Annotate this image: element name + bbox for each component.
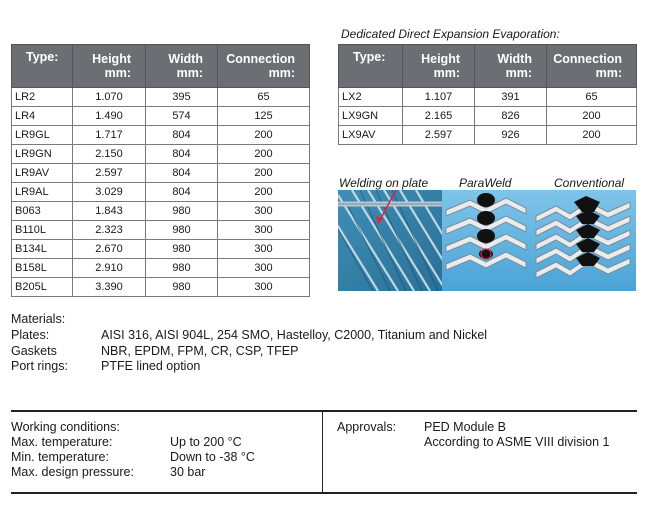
table-row xyxy=(12,183,310,202)
cell-type: B158L xyxy=(12,259,73,278)
cell-width: 980 xyxy=(146,240,218,259)
materials-label-port-rings: Port rings: xyxy=(11,359,68,373)
cell-width: 804 xyxy=(146,145,218,164)
header-width: Width mm: xyxy=(475,45,547,88)
cell-connection: 200 xyxy=(547,107,637,126)
cell-width: 804 xyxy=(146,164,218,183)
min-temp-value: Down to -38 °C xyxy=(170,450,255,464)
table-row xyxy=(12,145,310,164)
cell-height: 1.843 xyxy=(73,202,146,221)
table-row xyxy=(12,278,310,297)
cell-width: 980 xyxy=(146,202,218,221)
cell-connection: 200 xyxy=(547,126,637,145)
materials-value-gaskets: NBR, EPDM, FPM, CR, CSP, TFEP xyxy=(101,344,299,358)
right-spec-table xyxy=(338,44,637,145)
left-table-header-row xyxy=(12,45,310,88)
header-connection: Connection mm: xyxy=(218,45,310,88)
cell-type: LR9AL xyxy=(12,183,73,202)
cell-connection: 200 xyxy=(218,183,310,202)
cell-type: LR2 xyxy=(12,88,73,107)
cell-connection: 300 xyxy=(218,240,310,259)
cell-type: LX9GN xyxy=(339,107,403,126)
cell-height: 2.323 xyxy=(73,221,146,240)
cell-connection: 65 xyxy=(218,88,310,107)
cell-height: 2.910 xyxy=(73,259,146,278)
cell-width: 980 xyxy=(146,259,218,278)
min-temp-label: Min. temperature: xyxy=(11,450,109,464)
table-row xyxy=(12,126,310,145)
header-height: Height mm: xyxy=(73,45,146,88)
cell-height: 2.670 xyxy=(73,240,146,259)
table-row xyxy=(339,126,637,145)
cell-connection: 200 xyxy=(218,126,310,145)
cell-width: 804 xyxy=(146,126,218,145)
caption-conventional: Conventional xyxy=(554,176,625,190)
conditions-bottom-rule xyxy=(11,492,637,494)
cell-width: 826 xyxy=(475,107,547,126)
table-row xyxy=(12,164,310,183)
cell-height: 2.597 xyxy=(403,126,475,145)
header-width: Width mm: xyxy=(146,45,218,88)
left-spec-table xyxy=(11,44,310,297)
cell-width: 574 xyxy=(146,107,218,126)
max-pressure-value: 30 bar xyxy=(170,465,206,479)
max-temp-label: Max. temperature: xyxy=(11,435,113,449)
cell-height: 3.029 xyxy=(73,183,146,202)
cell-connection: 300 xyxy=(218,221,310,240)
cell-type: B134L xyxy=(12,240,73,259)
header-height: Height mm: xyxy=(403,45,475,88)
cell-height: 3.390 xyxy=(73,278,146,297)
header-connection: Connection mm: xyxy=(547,45,637,88)
cell-type: LR9AV xyxy=(12,164,73,183)
conventional-diagram xyxy=(532,190,636,291)
table-row xyxy=(12,259,310,278)
caption-paraweld: ParaWeld xyxy=(459,176,512,190)
cell-width: 395 xyxy=(146,88,218,107)
cell-type: B110L xyxy=(12,221,73,240)
table-row xyxy=(12,88,310,107)
header-type: Type: xyxy=(339,45,403,88)
cell-connection: 65 xyxy=(547,88,637,107)
conditions-top-rule xyxy=(11,410,637,412)
cell-height: 2.165 xyxy=(403,107,475,126)
cell-type: LR9GN xyxy=(12,145,73,164)
max-temp-value: Up to 200 °C xyxy=(170,435,242,449)
plate-weld-illustration xyxy=(338,190,636,291)
right-table-header-row xyxy=(339,45,637,88)
materials-heading: Materials: xyxy=(11,312,66,326)
table-row xyxy=(12,221,310,240)
cell-height: 2.597 xyxy=(73,164,146,183)
working-conditions-heading: Working conditions: xyxy=(11,420,120,434)
materials-value-plates: AISI 316, AISI 904L, 254 SMO, Hastelloy, C2000, Titanium and Nickel xyxy=(101,328,488,342)
cell-type: B063 xyxy=(12,202,73,221)
header-type: Type: xyxy=(12,45,73,88)
cell-width: 391 xyxy=(475,88,547,107)
cell-height: 1.717 xyxy=(73,126,146,145)
cell-height: 1.490 xyxy=(73,107,146,126)
table-row xyxy=(12,202,310,221)
materials-value-port-rings: PTFE lined option xyxy=(101,359,201,373)
cell-width: 926 xyxy=(475,126,547,145)
conditions-divider xyxy=(322,410,323,494)
max-pressure-label: Max. design pressure: xyxy=(11,465,134,479)
cell-type: LX2 xyxy=(339,88,403,107)
cell-width: 804 xyxy=(146,183,218,202)
cell-connection: 200 xyxy=(218,145,310,164)
materials-label-plates: Plates: xyxy=(11,328,50,342)
table-row xyxy=(12,240,310,259)
cell-height: 1.070 xyxy=(73,88,146,107)
table-row xyxy=(339,107,637,126)
table-row xyxy=(12,107,310,126)
paraweld-diagram xyxy=(442,190,532,291)
welding-photo xyxy=(338,190,458,291)
dx-evaporation-title: Dedicated Direct Expansion Evaporation: xyxy=(341,27,560,41)
cell-connection: 300 xyxy=(218,259,310,278)
cell-type: B205L xyxy=(12,278,73,297)
table-row xyxy=(339,88,637,107)
approvals-label: Approvals: xyxy=(337,420,397,434)
cell-type: LX9AV xyxy=(339,126,403,145)
cell-height: 1.107 xyxy=(403,88,475,107)
cell-type: LR4 xyxy=(12,107,73,126)
materials-label-gaskets: Gaskets xyxy=(11,344,57,358)
approvals-line-1: PED Module B xyxy=(424,420,506,434)
cell-width: 980 xyxy=(146,221,218,240)
cell-connection: 125 xyxy=(218,107,310,126)
cell-height: 2.150 xyxy=(73,145,146,164)
cell-connection: 300 xyxy=(218,278,310,297)
cell-connection: 200 xyxy=(218,164,310,183)
cell-type: LR9GL xyxy=(12,126,73,145)
cell-connection: 300 xyxy=(218,202,310,221)
caption-welding: Welding on plate xyxy=(339,176,429,190)
approvals-line-2: According to ASME VIII division 1 xyxy=(424,435,610,449)
cell-width: 980 xyxy=(146,278,218,297)
